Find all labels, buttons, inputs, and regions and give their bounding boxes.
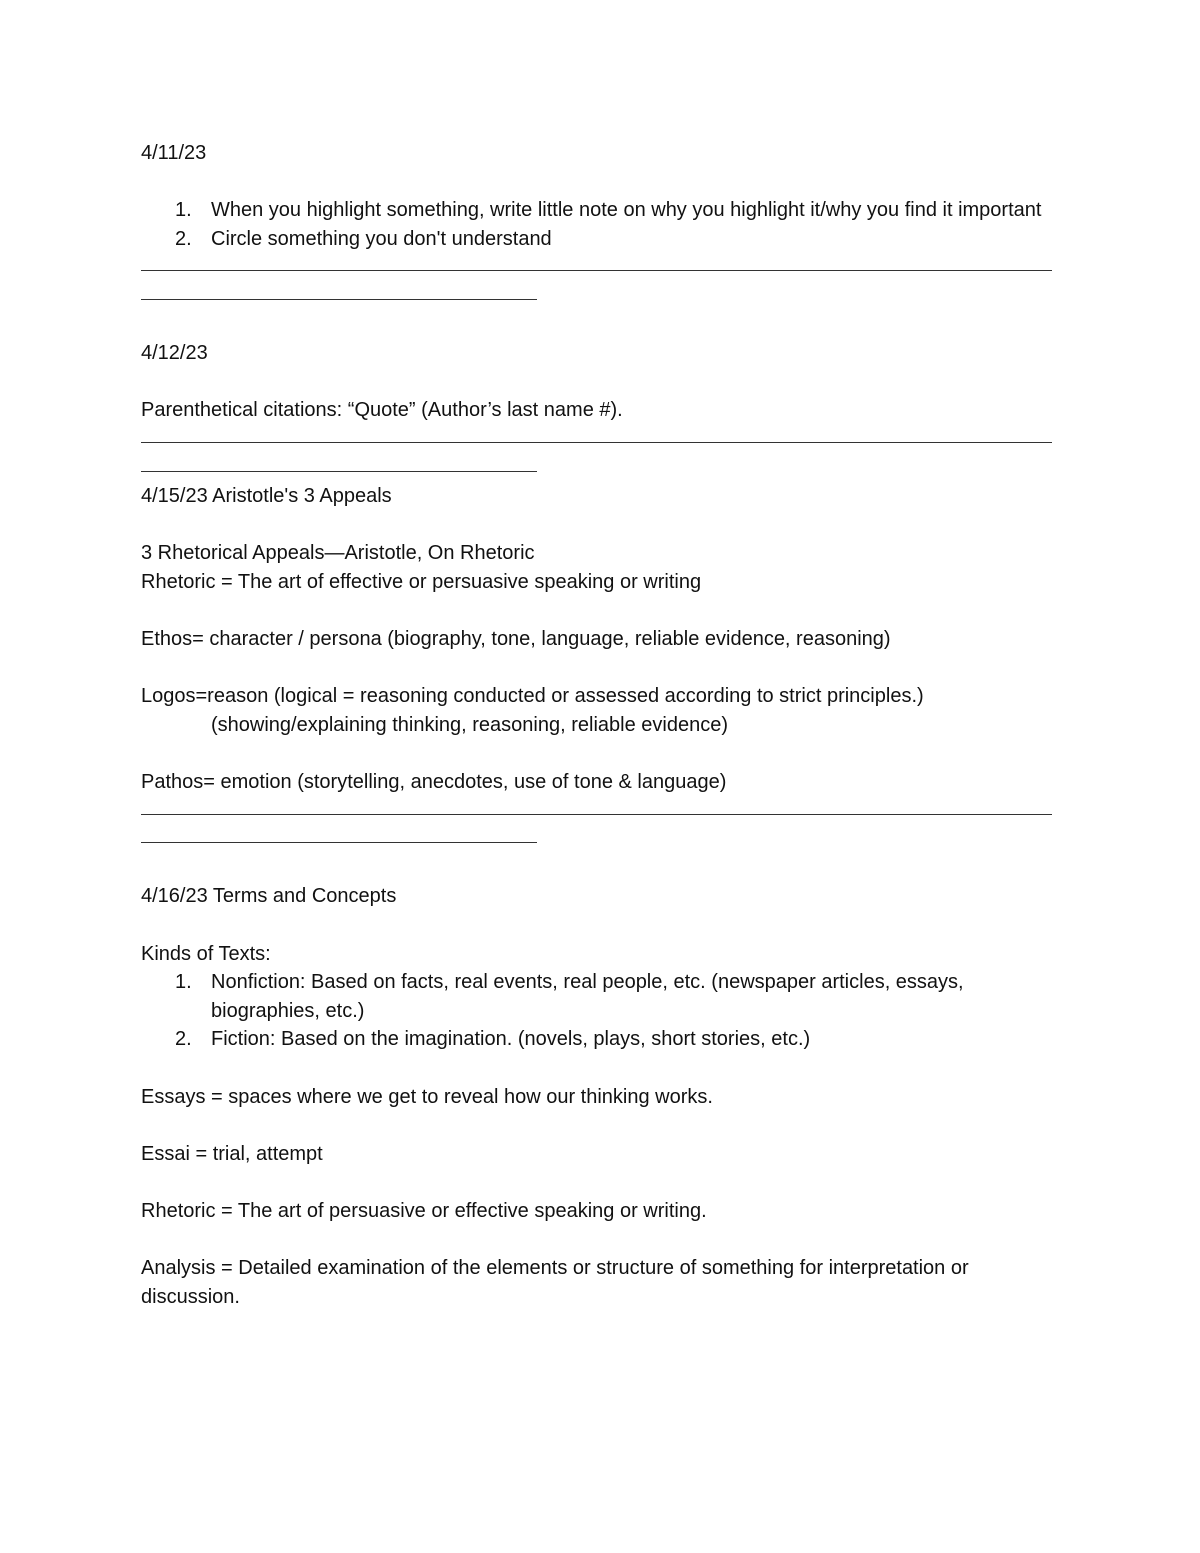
section-heading: 4/15/23 Aristotle's 3 Appeals xyxy=(141,485,392,508)
section-heading: 4/16/23 Terms and Concepts xyxy=(141,885,397,908)
list-item-text: Nonfiction: Based on facts, real events, real people, etc. (newspaper articles, essays, biographies, etc.) xyxy=(211,971,964,1022)
list-item xyxy=(141,196,1061,225)
section-divider xyxy=(141,253,1061,310)
pathos-definition: Pathos= emotion (storytelling, anecdotes, use of tone & language) xyxy=(141,771,727,794)
appeals-title: 3 Rhetorical Appeals—Aristotle, On Rhetoric xyxy=(141,542,535,565)
ethos-definition: Ethos= character / persona (biography, tone, language, reliable evidence, reasoning) xyxy=(141,628,891,651)
rhetoric-definition: Rhetoric = The art of persuasive or effective speaking or writing. xyxy=(141,1199,707,1222)
citation-note: Parenthetical citations: “Quote” (Author’s last name #). xyxy=(141,399,623,422)
list-number: 2. xyxy=(175,227,192,250)
essays-definition: Essays = spaces where we get to reveal how our thinking works. xyxy=(141,1085,713,1108)
analysis-definition: Analysis = Detailed examination of the elements or structure of something for interpretation or discussion. xyxy=(141,1257,969,1308)
document-page xyxy=(141,139,1061,1311)
list-item-text: Circle something you don't understand xyxy=(211,227,552,250)
kinds-title: Kinds of Texts: xyxy=(141,942,271,965)
section-divider xyxy=(141,797,1061,854)
list-number: 1. xyxy=(175,199,192,222)
logos-subnote: (showing/explaining thinking, reasoning, reliable evidence) xyxy=(211,713,728,736)
list-item xyxy=(141,968,1061,1025)
list-item-text: Fiction: Based on the imagination. (novels, plays, short stories, etc.) xyxy=(211,1028,811,1051)
list-number: 1. xyxy=(175,971,192,994)
essai-definition: Essai = trial, attempt xyxy=(141,1142,323,1165)
rhetoric-definition: Rhetoric = The art of effective or persuasive speaking or writing xyxy=(141,570,702,593)
date-heading: 4/11/23 xyxy=(141,142,207,164)
section-divider xyxy=(141,425,1061,482)
logos-definition: Logos=reason (logical = reasoning conducted or assessed according to strict principles.) xyxy=(141,685,924,708)
list-number: 2. xyxy=(175,1028,192,1051)
list-item-text: When you highlight something, write little note on why you highlight it/why you find it important xyxy=(211,199,1042,222)
date-heading: 4/12/23 xyxy=(141,342,208,365)
list-item xyxy=(141,1025,1061,1054)
list-item xyxy=(141,225,1061,254)
